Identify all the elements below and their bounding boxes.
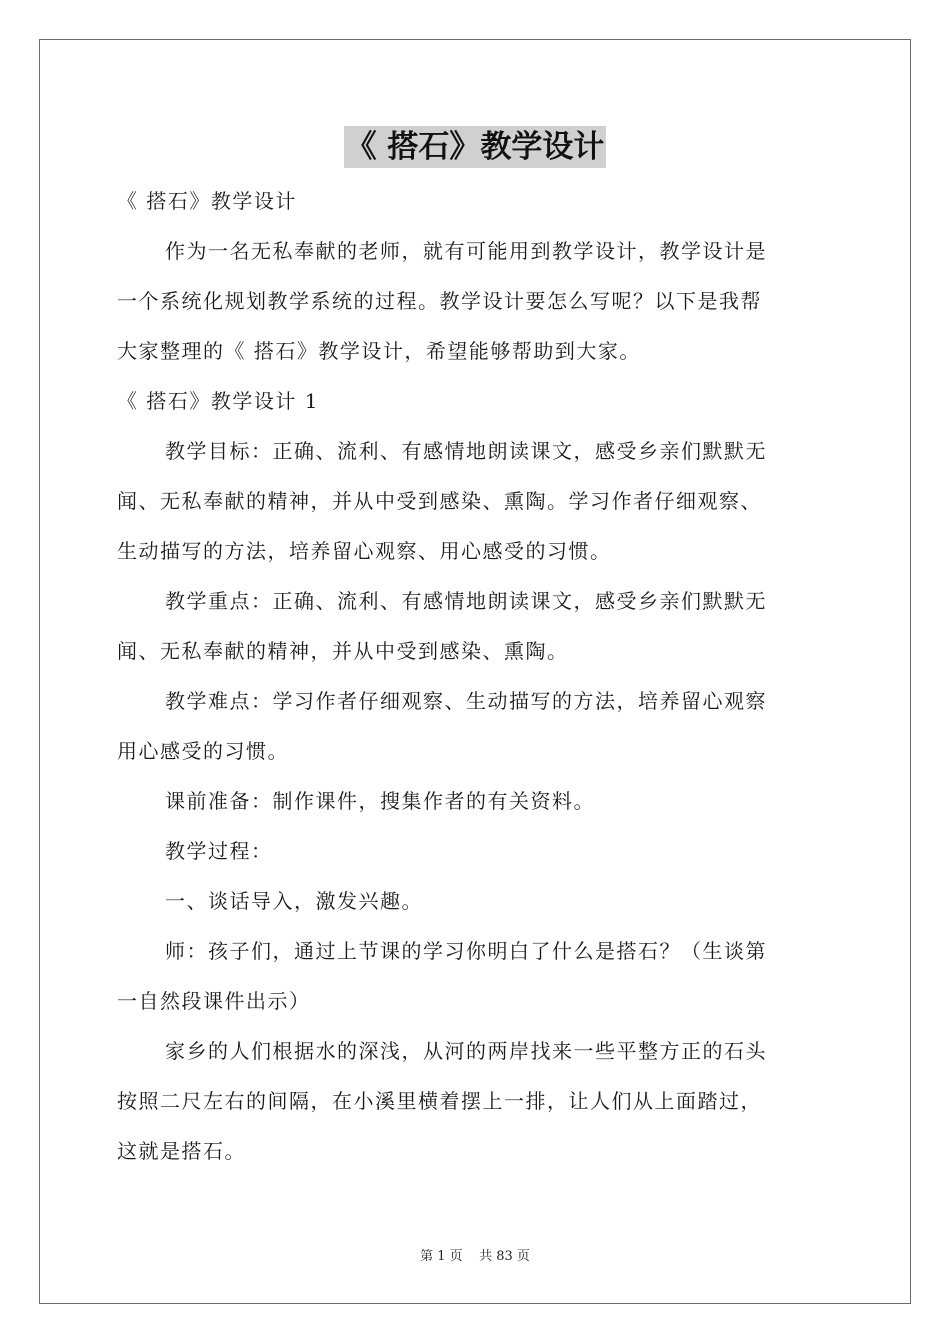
subtitle-line: 《 搭石》教学设计 <box>117 189 297 213</box>
paragraph-line: 教学重点：正确、流利、有感情地朗读课文，感受乡亲们默默无 <box>165 589 767 613</box>
paragraph-line: 一、谈话导入，激发兴趣。 <box>165 889 423 913</box>
page-number-label: 第 1 页 共 83 页 <box>420 1249 530 1264</box>
document-title: 《 搭石》教学设计 <box>344 126 607 168</box>
paragraph-line: 这就是搭石。 <box>117 1139 246 1163</box>
paragraph-line: 教学过程： <box>165 839 273 863</box>
paragraph-line: 一个系统化规划教学系统的过程。教学设计要怎么写呢？以下是我帮 <box>117 289 762 313</box>
paragraph-line: 教学目标：正确、流利、有感情地朗读课文，感受乡亲们默默无 <box>165 439 767 463</box>
section-heading: 《 搭石》教学设计 1 <box>117 389 319 413</box>
paragraph-line: 作为一名无私奉献的老师，就有可能用到教学设计，教学设计是 <box>165 239 767 263</box>
paragraph-line: 教学难点：学习作者仔细观察、生动描写的方法，培养留心观察 <box>165 689 767 713</box>
paragraph-line: 课前准备：制作课件，搜集作者的有关资料。 <box>165 789 595 813</box>
paragraph-line: 一自然段课件出示） <box>117 989 311 1013</box>
page-border <box>39 39 911 1304</box>
paragraph-line: 闻、无私奉献的精神，并从中受到感染、熏陶。 <box>117 639 569 663</box>
title-container <box>0 126 950 168</box>
paragraph-line: 闻、无私奉献的精神，并从中受到感染、熏陶。学习作者仔细观察、 <box>117 489 762 513</box>
paragraph-line: 用心感受的习惯。 <box>117 739 289 763</box>
paragraph-line: 大家整理的《 搭石》教学设计，希望能够帮助到大家。 <box>117 339 641 363</box>
page-footer <box>0 1248 950 1266</box>
paragraph-line: 生动描写的方法，培养留心观察、用心感受的习惯。 <box>117 539 612 563</box>
paragraph-line: 按照二尺左右的间隔，在小溪里横着摆上一排，让人们从上面踏过， <box>117 1089 762 1113</box>
paragraph-line: 家乡的人们根据水的深浅，从河的两岸找来一些平整方正的石头 <box>165 1039 767 1063</box>
paragraph-line: 师：孩子们，通过上节课的学习你明白了什么是搭石？（生谈第 <box>165 939 767 963</box>
